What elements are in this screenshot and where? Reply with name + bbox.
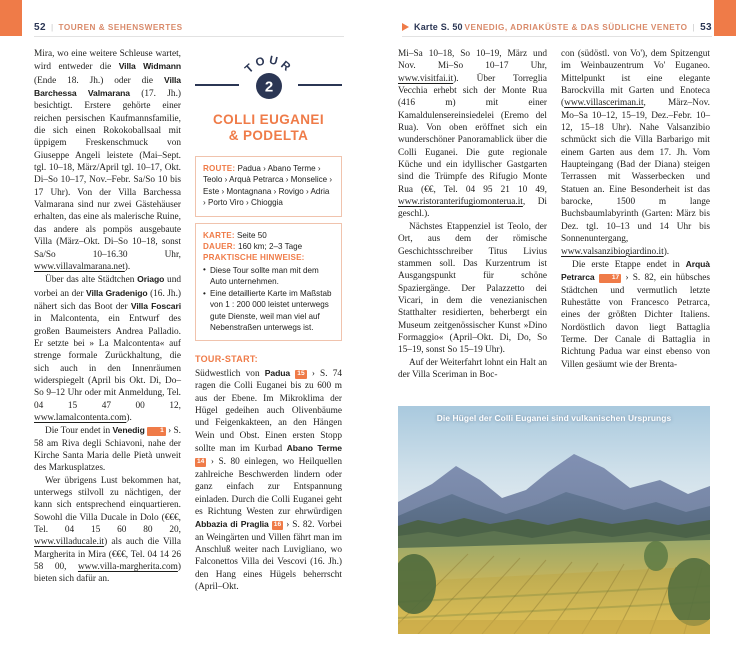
running-head-title-right: VENEDIG, ADRIAKÜSTE & DAS SÜDLICHE VENETO xyxy=(464,22,688,32)
right-page xyxy=(368,0,736,648)
map-number-badge: 17 xyxy=(599,274,621,283)
tour-title-line-2: & PODELTA xyxy=(228,128,309,143)
header-rule-left xyxy=(34,36,344,37)
page-edge-tab-right xyxy=(714,0,736,36)
practical-hint-item: • Eine detaillierte Karte im Maßstab von 1 : 200 000 leistet unterwegs gute Dienste, weil man viel auf Nebenstraßen unterwegs ist. xyxy=(203,288,334,333)
left-page-columns xyxy=(34,48,342,634)
dauer-label: DAUER: xyxy=(203,242,236,252)
paragraph: Die Tour endet in Venedig 1 › S. 58 am Riva degli Schiavoni, nahe der Kirche Santa Maria delle Pietà unweit des Markusplatzes. xyxy=(34,425,181,474)
running-head-separator-right: | xyxy=(692,22,696,32)
tour-title-line-1: COLLI EUGANEI xyxy=(213,112,324,127)
tour-emblem xyxy=(195,48,342,110)
map-number-badge: 16 xyxy=(273,521,282,529)
tour-start-paragraph: Südwestlich von Padua 15 › S. 74 ragen die Colli Euganei bis zu 600 m aus der Ebene. Im Mikroklima der Hügel gedeihen auch Olivenbäume und Feigenkakteen, an den Hängen Wein und Obst. Einen ersten Stopp sollte man im Kurbad Abano Terme 14 › S. 80 einlegen, wo Heilquellen zahlreiche Beschwerden lindern oder ganz einfach zur Entspannung einladen. Durch die Colli Euganei geht es Richtung Westen zur ehrwürdigen Abbazia di Praglia 16 › S. 82. Vorbei an Weingärten und Villen fährt man im Anschluß weiter nach Luvigliano, wo Falconettos Villa dei Vescovi (16. Jh.) den Hang eines Hügels beherrscht (April–Okt. xyxy=(195,368,343,592)
tour-header-block xyxy=(195,48,342,593)
tour-title xyxy=(195,112,342,144)
practical-hints-list xyxy=(203,265,334,333)
page-edge-tab-left xyxy=(0,0,22,36)
hinweise-line xyxy=(203,252,334,263)
map-reference-label: Karte S. 50 xyxy=(414,22,463,32)
paragraph: Mira, wo eine weitere Schleuse wartet, wird entweder die Villa Widmann (Ende 18. Jh.) oder die Villa Barchessa Valmarana (17. Jh.) besichtigt. Erstere gehörte einer reichen persischen Kaufmannsfamilie, die sich einen Rokokoballsaal mit üppigem Freskenschmuck von Giuseppe Angeli leistete (Mai–Sept. tgl. 10–18, März/April tgl. 10–17, Okt. Di–So 10–17, Nov.–Febr. Sa/So 10 bis 17 Uhr). Von der Villa Barchessa Valmarana sind nur zwei Gästehäuser erhalten, das eine als malerische Ruine, das andere als pompös ausgebaute Villa (März–Okt. Di–So 10–18, sonst Sa/So 10–16.30 Uhr, www.villavalmarana.net). xyxy=(34,49,181,272)
photo-colli-euganei xyxy=(398,406,710,634)
folio-left: 52 xyxy=(34,21,46,33)
header-rule-right xyxy=(402,36,712,37)
tour-start-label: TOUR-START: xyxy=(195,354,258,365)
karte-value: Seite 50 xyxy=(237,230,267,240)
map-number-badge: 14 xyxy=(197,458,205,466)
running-head-right xyxy=(402,20,712,34)
map-number-badge: 1 xyxy=(147,427,166,436)
tour-route-box xyxy=(195,156,342,217)
paragraph: Wer übrigens Lust bekommen hat, unterwegs stilvoll zu nächtigen, der kann sich entsprechend einquartieren. Sowohl die Villa Ducale in Dolo (€€€, Tel. 04 15 60 80 20, www.villaducale.it) als auch die Villa Margherita in Mira (€€€, Tel. 04 14 26 58 00, www.villa-margherita.com) bieten sich dafür an. xyxy=(34,475,181,585)
running-head-title-left: TOUREN & SEHENSWERTES xyxy=(58,22,183,32)
karte-label: KARTE: xyxy=(203,230,235,240)
photo-illustration xyxy=(398,406,710,634)
map-number-badge: 15 xyxy=(297,370,305,378)
practical-hint-item: • Diese Tour sollte man mit dem Auto unternehmen. xyxy=(203,265,334,287)
route-label: ROUTE: xyxy=(203,164,236,173)
route-line xyxy=(203,163,334,209)
paragraph: Über das alte Städtchen Oriago und vorbei an der Villa Gradenigo (16. Jh.) nähert sich das Boot der Villa Foscari in Malcontenta, ein Entwurf des großen Baumeisters Andrea Palladio. Er setzte bei » La Malcontenta« auf strenge formale Zurückhaltung, die sich auch in den Innenräumen widerspiegelt (April bis Okt. Di, Do–So 9–12 Uhr oder mit Anmeldung, Tel. 04 15 47 00 12, www.lamalcontenta.com). xyxy=(34,274,181,423)
route-value: Padua › Abano Terme › Teolo › Arquà Petrarca › Monselice › Este › Montagnana › Rovigo › Adria › Porto Viro › Chioggia xyxy=(203,164,333,208)
tour-facts-box xyxy=(195,223,342,341)
column-3 xyxy=(398,48,547,392)
paragraph: Nächstes Etappenziel ist Teolo, der Ort, aus dem der römische Geschichtsschreiber Titus Livius stammen soll. Das Kurzentrum ist Ausgangspunkt für schöne Spaziergänge. Der Palazzetto dei Vicari, in dem die venezianischen Statthalter residierten, beherbergt ein Museum zeitgenössischer Kunst »Dino Formaggio« (April–Okt. Di, Do, So 15–19, sonst So 15–19 Uhr). xyxy=(398,221,547,356)
tour-number-emblem-icon xyxy=(231,48,307,110)
paragraph: Mi–Sa 10–18, So 10–19, März und Nov. Mi–So 10–17 Uhr, www.visitfai.it). Über Torreglia Vecchia erhebt sich der Monte Rua (416 m) mit einer Kamaldulensereinsiedelei (Eremo del Rua). Von oben eröffnet sich ein wunderschöner Panoramablick über die Colli Euganei. Die gute regionale Küche und ein idyllischer Gastgarten sind die Trümpfe des Rifugio Monte Rua (€€, Tel. 04 95 21 10 49, www.ristoranterifugiomonterua.it, Di geschl.). xyxy=(398,49,547,220)
running-head-separator-left: | xyxy=(50,22,54,32)
column-1 xyxy=(34,48,181,634)
photo-caption: Die Hügel der Colli Euganei sind vulkanischen Ursprungs xyxy=(436,413,672,423)
svg-text:TOUR: TOUR xyxy=(242,54,295,76)
map-reference xyxy=(402,22,463,32)
svg-text:2: 2 xyxy=(264,78,273,96)
column-2 xyxy=(195,48,342,634)
hinweise-label: PRAKTISCHE HINWEISE: xyxy=(203,253,305,263)
paragraph: Auf der Weiterfahrt lohnt ein Halt an der Villa Sceriman in Boc- xyxy=(398,357,547,380)
paragraph: Die erste Etappe endet in Arquà Petrarca 17 › S. 82, ein hübsches Städtchen und vermutlich letzte Ruhestätte von Francesco Petrarca, eines der größten Dichter Italiens. Nordöstlich davon liegt Battaglia Terme. Der Canale di Battaglia in Richtung Padua war einst ebenso von Villen gesäumt wie der Brenta- xyxy=(561,258,710,370)
running-head-left xyxy=(34,20,344,34)
dauer-value: 160 km; 2–3 Tage xyxy=(237,242,303,252)
right-page-columns xyxy=(398,48,710,392)
folio-right: 53 xyxy=(700,21,712,33)
karte-line xyxy=(203,230,334,241)
column-4 xyxy=(561,48,710,392)
paragraph: con (südöstl. von Vo'), dem Spitzengut im Weinbauzentrum Vo' Euganeo. Mittelpunkt ist eine elegante Barockvilla mit Garten und Enoteca (www.villasceriman.it, März–Nov. Mo–Sa 10–12, 15–19, Dez.–Febr. 10–12, 15–18 Uhr). Nahe Valsanzibio schmückt sich die Villa Barbarigo mit einem Garten aus dem 17. Jh. Vom Haupteingang (Bad der Diana) steigen Terrassen mit Wasserbecken und Statuen an. Eine Besonderheit ist das barocke, 1500 m lange Buchsbaumlabyrinth (Garten: März bis Dez. tgl. 10–13 und 14 Uhr bis Sonnenuntergang, www.valsanzibiogiardino.it). xyxy=(561,49,710,257)
triangle-marker-icon xyxy=(402,23,409,31)
dauer-line xyxy=(203,241,334,252)
